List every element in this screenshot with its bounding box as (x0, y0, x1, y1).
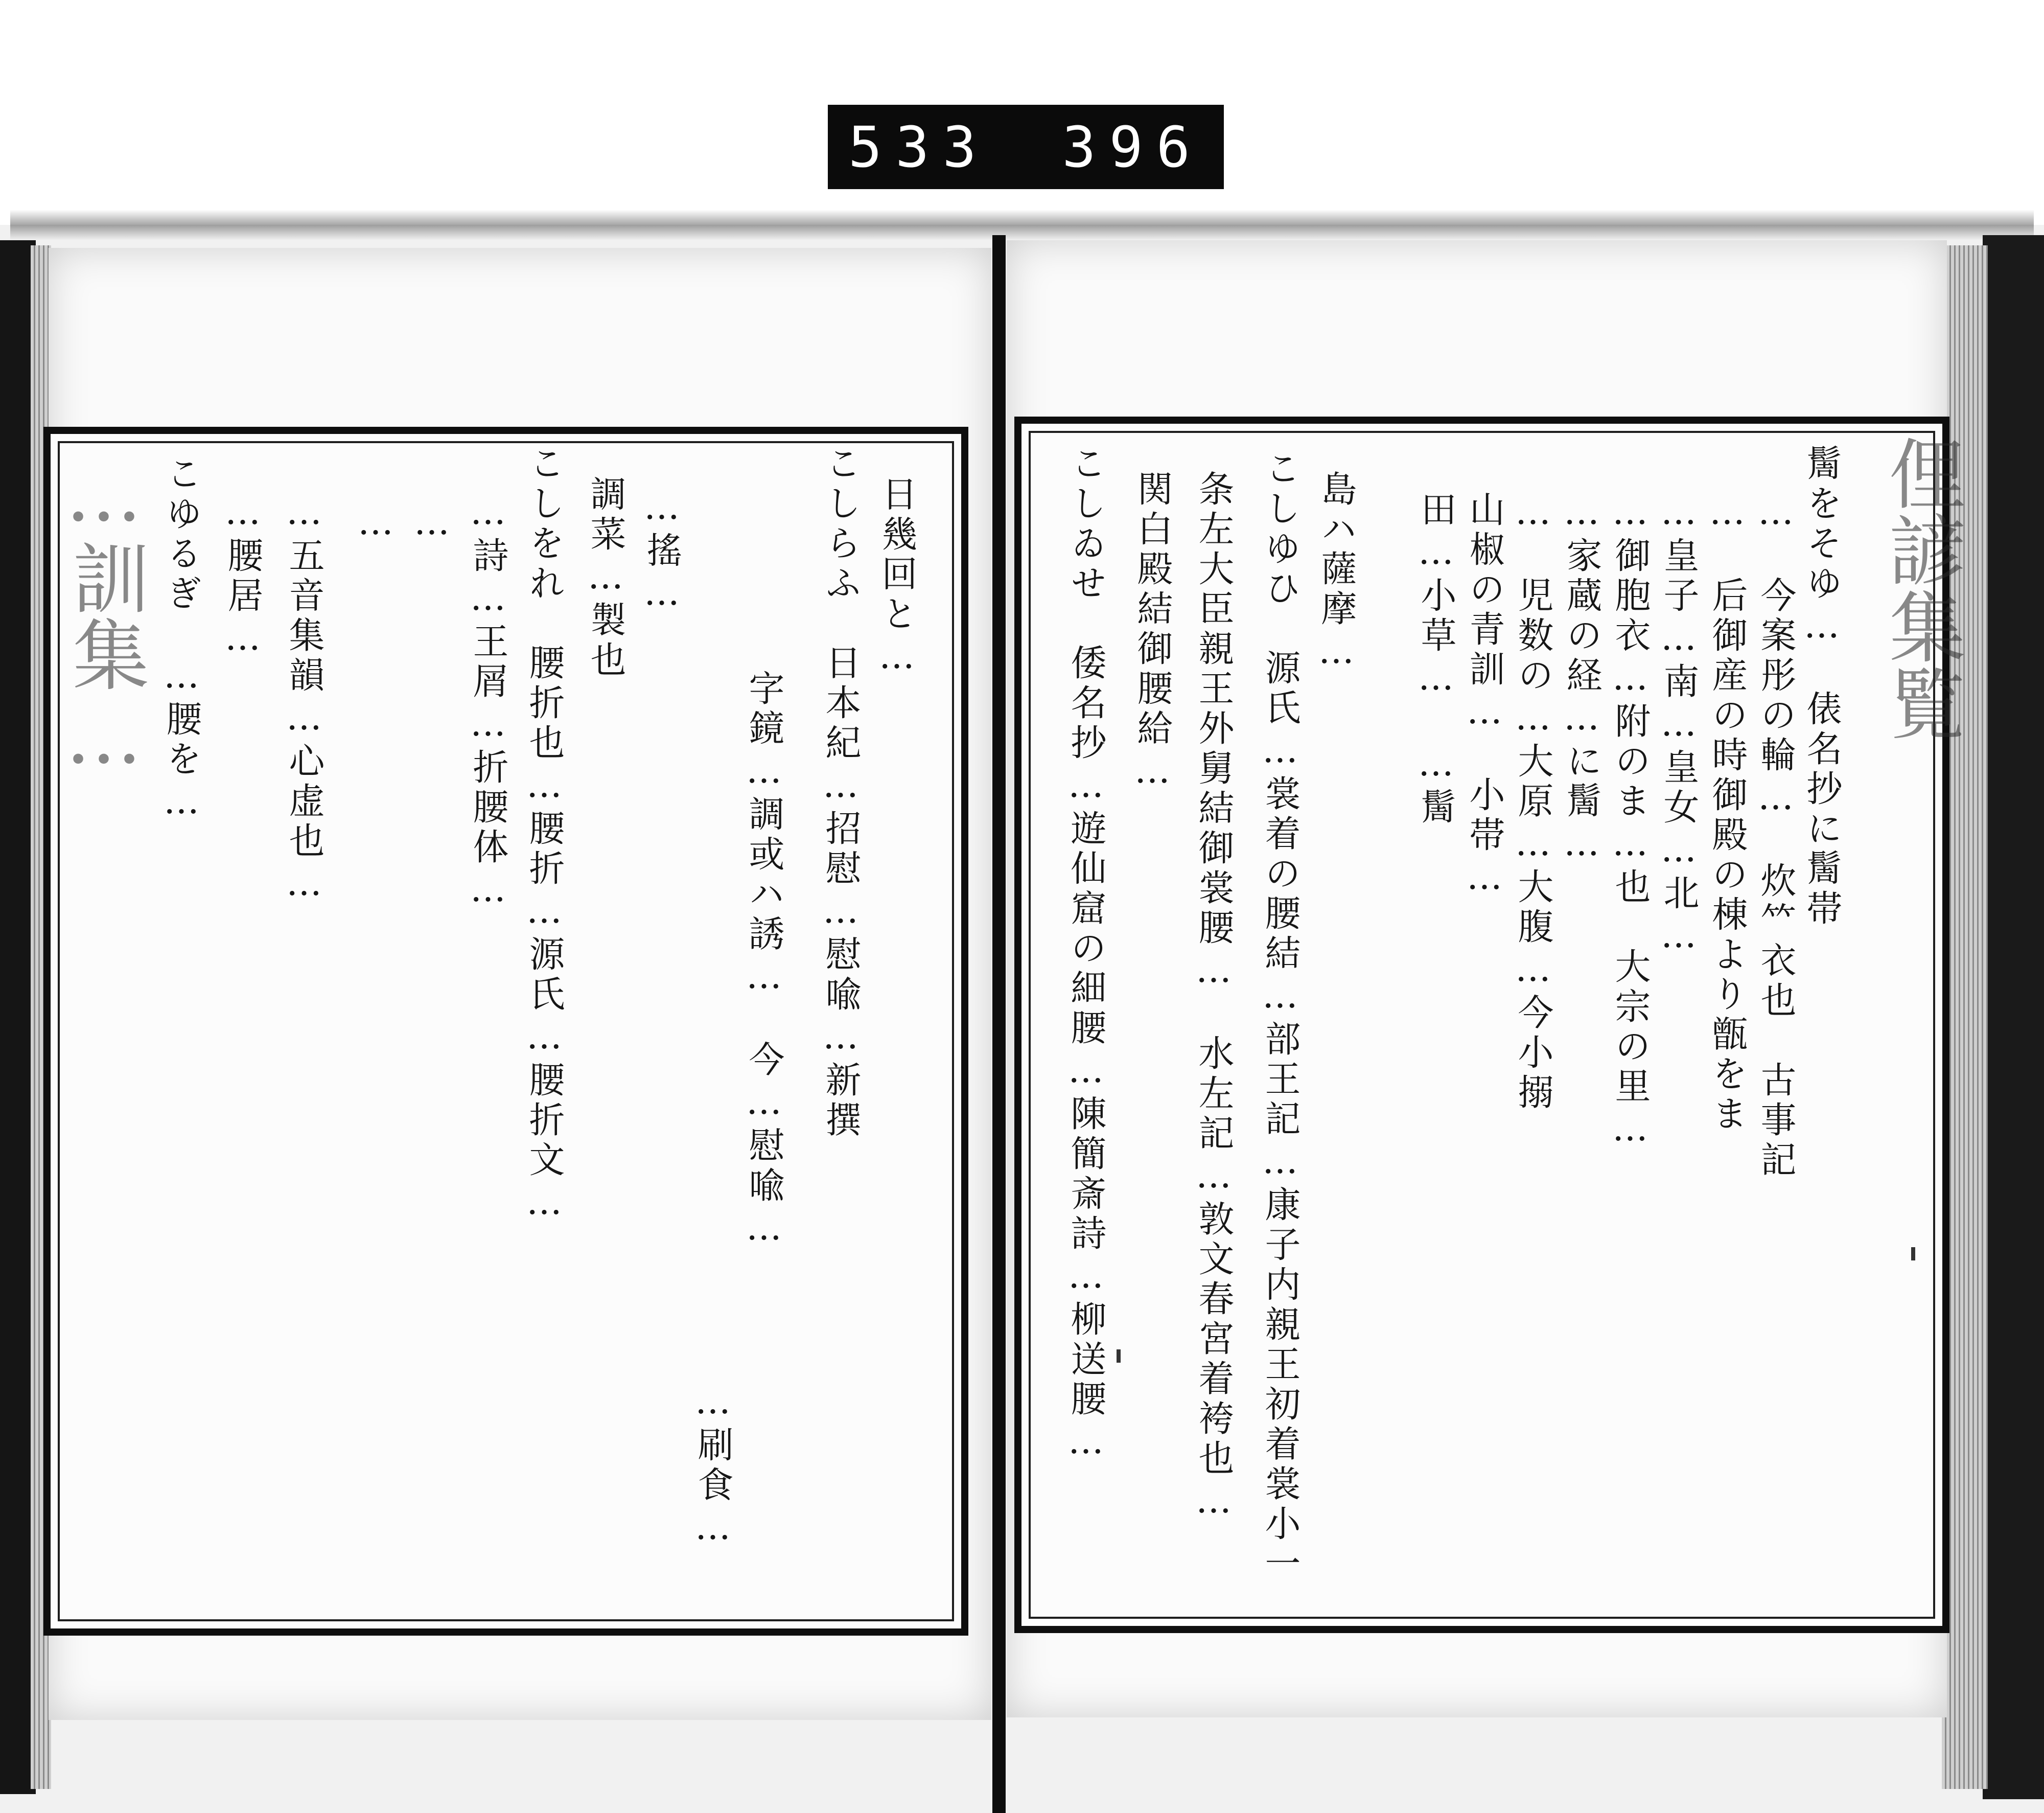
seal-mark (1117, 1349, 1121, 1363)
right-col-6: …家蔵の経…に䯾… (1561, 491, 1602, 868)
left-col-3: 字鏡…調或ハ誘… 今…慰喩… (743, 670, 785, 1252)
left-col-7: こしをれ 腰折也…腰折…源氏…腰折文… (523, 445, 565, 1227)
right-col-1: 䯾をそゆ… 俵名抄に䯾帯 (1801, 445, 1843, 929)
right-col-7: … 児数の…大原…大腹…今小搦 (1512, 491, 1554, 1113)
left-col-12: …腰居… (222, 491, 264, 662)
book-gutter (992, 235, 1006, 1813)
left-col-10: … (355, 501, 397, 547)
right-col-8: 山椒の青訓… 小帯… (1464, 491, 1505, 902)
right-col-4: …皇子…南…皇女…北… (1658, 491, 1700, 960)
catalog-number-plate (828, 105, 1224, 189)
right-cover-edge (1983, 235, 2044, 1799)
scan-shadow (10, 210, 2034, 240)
left-col-11: …五音集韻…心虚也… (283, 491, 325, 908)
left-col-1: 日幾回と… (876, 475, 918, 681)
right-col-14: こしゐせ 倭名抄…遊仙窟の細腰…陳簡斎詩…柳送腰… (1065, 445, 1107, 1466)
right-running-head: 俚諺集覧 (1876, 434, 1965, 741)
catalog-number-right: 396 (1062, 114, 1203, 180)
right-col-10: 島ハ薩摩… (1315, 470, 1357, 676)
left-col-2: こしらふ 日本紀…招慰…慰喩…新撰 (820, 445, 862, 1141)
left-col-8: …詩…王屑…折腰体… (467, 491, 509, 914)
left-running-head: …訓集… (59, 450, 148, 781)
margin-mark (1911, 1247, 1915, 1260)
left-col-4: …刷食… (692, 1380, 734, 1552)
right-col-2: … 今案彤の輪… 炊𥫗衣也 古事記 (1755, 491, 1797, 1181)
right-col-12: 条左大臣親王外舅結御裳腰… 水左記…敦文春宮着袴也… (1193, 470, 1235, 1525)
right-col-3: … 后御産の時御殿の棟より甑をま (1706, 491, 1748, 1135)
right-col-9: 田…小草… …䯾 (1415, 491, 1457, 828)
right-col-11: こしゆひ 源氏…裳着の腰結…部王記…康子内親王初着裳小一 (1259, 450, 1301, 1585)
right-col-5: …御胞衣…附のま…也 大宗の里… (1609, 491, 1651, 1153)
catalog-number-left: 533 (848, 114, 990, 180)
left-col-6: 調菜…製也 (585, 475, 626, 681)
right-col-13: 関白殿結御腰給… (1131, 470, 1173, 795)
left-col-5: …搖… (641, 486, 683, 617)
left-col-9: … (411, 501, 453, 547)
left-col-13: こゆるぎ …腰を… (160, 455, 202, 826)
